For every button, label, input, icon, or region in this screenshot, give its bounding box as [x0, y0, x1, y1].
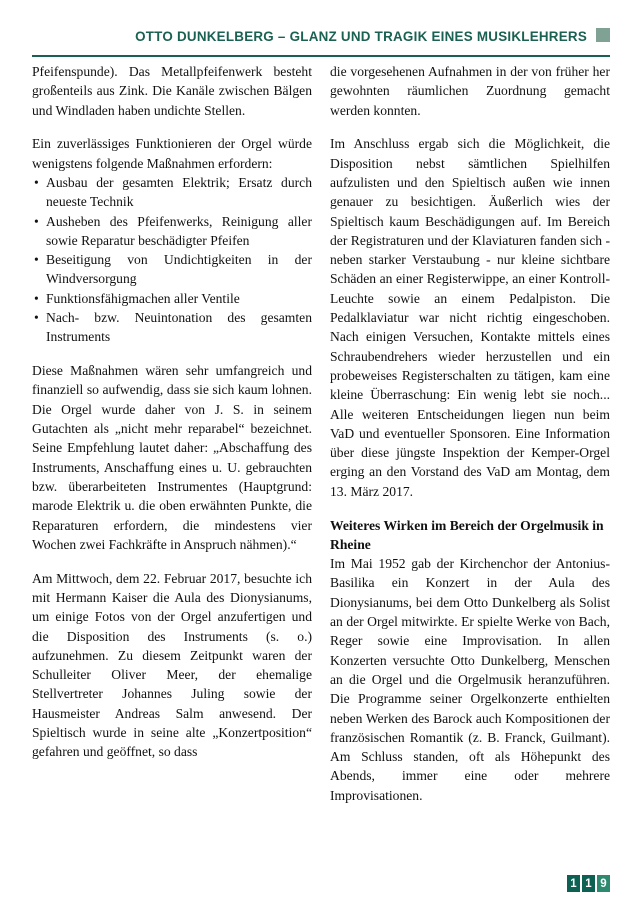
page-number-digit: 1: [567, 875, 580, 892]
list-item: [32, 250, 312, 289]
paragraph: Im Mai 1952 gab der Kirchenchor der Antonius-Basilika ein Konzert in der Aula des Dionysianums, bei dem Otto Dunkelberg als Solist an der Orgel mitwirkte. Er spielte Werke von Bach, Reger sowie eine Improvisation. In allen Konzerten versuchte Otto Dunkelberg, Menschen an die Orgel und die Orgelmusik heranzuführen. Die Programme seiner Orgelkonzerte enthielten neben Werken des Barock auch Kompositionen der französischen Romantik (z. B. Franck, Guilmant). Am Schluss standen, oft als Höhepunkt des Abends, immer eine oder mehrere Improvisationen.: [330, 556, 610, 803]
measures-list: [32, 173, 312, 347]
page-number-digit: 9: [597, 875, 610, 892]
list-item: [32, 212, 312, 251]
right-column: [330, 62, 610, 862]
bullet-icon: •: [34, 252, 39, 268]
page-number-digit: 1: [582, 875, 595, 892]
paragraph: Im Anschluss ergab sich die Möglichkeit, die Disposition nebst sämtlichen Spielhilfen aufzulisten und den Spieltisch außen wie innen genauer zu besichtigen. Äußerlich wies der Spieltisch kaum Beschädigungen auf. Im Bereich der Registraturen und der Klaviaturen fanden sich - neben starker Verstaubung - nur kleine sichtbare Schäden an einer Registerwippe, an einer Kontroll-Leuchte sowie an einem Pedalpiston. Die Pedalklaviatur war nicht richtig eingeschoben. Nach einigen Versuchen, Kontakte mittels eines Schraubendrehers wieder herzustellen und ein probeweises Registerschalten zu tätigen, kam eine kleine Überraschung: Ein wenig lebt sie noch... Alle weiteren Entscheidungen liegen nun beim VaD und eventueller Sponsoren. Eine Information über diese jüngste Inspektion der Kemper-Orgel erging an den Vorstand des VaD am Montag, dem 13. März 2017.: [330, 136, 610, 499]
paragraph: Pfeifenspunde). Das Metallpfeifenwerk besteht großenteils aus Zink. Die Kanäle zwischen Bälgen und Windladen haben undichte Stellen.: [32, 64, 312, 118]
running-head-title: OTTO DUNKELBERG – GLANZ UND TRAGIK EINES MUSIKLEHRERS: [135, 29, 587, 44]
list-item-label: Ausbau der gesamten Elektrik; Ersatz durch neueste Technik: [46, 174, 312, 210]
list-item-label: Ausheben des Pfeifenwerks, Reinigung aller sowie Reparatur beschädigter Pfeifen: [46, 213, 312, 248]
section-heading: Weiteres Wirken im Bereich der Orgelmusik in Rheine: [330, 517, 604, 552]
body-columns: [32, 62, 610, 862]
paragraph: Diese Maßnahmen wären sehr umfangreich und finanziell so aufwendig, dass sie sich kaum lohnen. Die Orgel wurde daher von J. S. in seinem Gutachten als „nicht mehr reparabel“ bezeichnet. Seine Empfehlung lautet daher: „Abschaffung des Instruments, Anschaffung eines u. U. gebrauchten bzw. überarbeiteten Instrumentes (Hauptgrund: marode Elektrik u. die oben erwähnten Punkte, die Reparaturen erfordern, die mindestens vier Wochen zwei Fachkräfte in Anspruch nähmen).“: [32, 363, 312, 552]
bullet-icon: •: [34, 213, 39, 229]
bullet-icon: •: [34, 174, 39, 190]
list-item-label: Funktionsfähigmachen aller Ventile: [46, 290, 240, 306]
paragraph: Am Mittwoch, dem 22. Februar 2017, besuchte ich mit Hermann Kaiser die Aula des Dionysianums, um einige Fotos von der Orgel anzufertigen und die Disposition des Instruments (s. o.) aufzunehmen. Zu diesem Zeitpunkt waren der Schulleiter Oliver Meer, der ehemalige Stellvertreter Johannes Juling sowie der Hausmeister Andreas Salm anwesend. Der Spieltisch wurde in seine alte „Konzertposition“ gefahren und geöffnet, so dass: [32, 570, 312, 760]
page-number-badge: [567, 875, 610, 892]
header-rule: [32, 55, 610, 57]
list-item: [32, 173, 312, 212]
running-head: [32, 28, 610, 54]
list-item: [32, 308, 312, 347]
paragraph: die vorgesehenen Aufnahmen in der von früher her gewohnten räumlichen Zuordnung gemacht werden konnten.: [330, 64, 610, 118]
list-item: [32, 289, 312, 308]
list-item-label: Beseitigung von Undichtigkeiten in der Windversorgung: [46, 252, 312, 287]
list-item-label: Nach- bzw. Neuintonation des gesamten Instruments: [46, 310, 312, 345]
decorative-square-icon: [596, 28, 610, 42]
left-column: [32, 62, 312, 862]
bullet-icon: •: [34, 310, 39, 326]
paragraph: Ein zuverlässiges Funktionieren der Orgel würde wenigstens folgende Maßnahmen erfordern:: [32, 136, 312, 171]
bullet-icon: •: [34, 290, 39, 306]
